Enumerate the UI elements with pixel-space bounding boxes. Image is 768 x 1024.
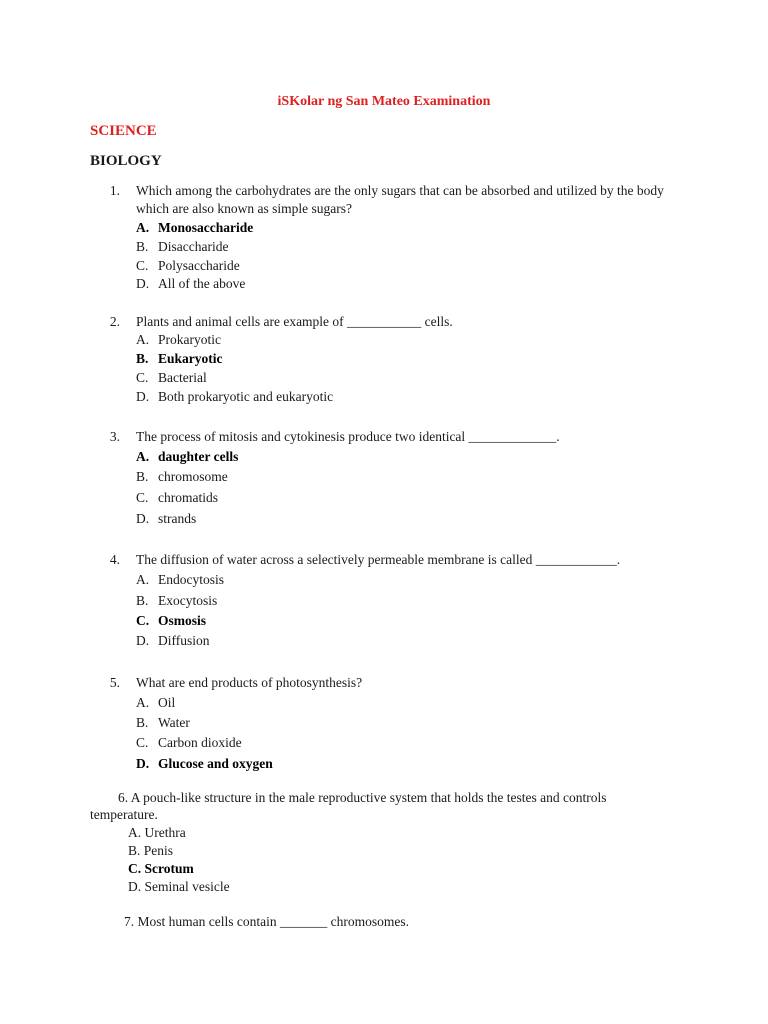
question-text-line: Which among the carbohydrates are the only sugars that can be absorbed and utilized by the body bbox=[136, 183, 664, 198]
option-letter: A. bbox=[136, 572, 150, 587]
option-text: Osmosis bbox=[158, 613, 207, 628]
option-letter: C. bbox=[136, 490, 149, 505]
option-text: Glucose and oxygen bbox=[158, 756, 273, 771]
option-a: A. Urethra bbox=[128, 825, 186, 840]
option-letter: C. bbox=[136, 735, 149, 750]
option-letter: B. bbox=[136, 351, 149, 366]
question-text-line: 6. A pouch-like structure in the male reproductive system that holds the testes and controls bbox=[118, 790, 607, 805]
question-text-line: Plants and animal cells are example of ___________ cells. bbox=[136, 314, 453, 329]
subsection-heading: BIOLOGY bbox=[90, 153, 162, 169]
option-text: Water bbox=[158, 715, 190, 730]
question-number: 3. bbox=[109, 429, 120, 444]
option-letter: B. bbox=[136, 239, 149, 254]
option-letter: A. bbox=[136, 695, 150, 710]
option-text: Diffusion bbox=[158, 633, 210, 648]
option-text: Polysaccharide bbox=[158, 258, 240, 273]
option-letter: B. bbox=[136, 715, 149, 730]
option-text: daughter cells bbox=[158, 449, 239, 464]
question-number: 2. bbox=[109, 314, 120, 329]
option-text: Monosaccharide bbox=[158, 220, 254, 235]
question-number: 5. bbox=[109, 675, 120, 690]
option-c: C. Scrotum bbox=[128, 861, 194, 876]
option-text: Bacterial bbox=[158, 370, 207, 385]
option-letter: A. bbox=[136, 449, 150, 464]
option-letter: B. bbox=[136, 593, 149, 608]
option-letter: C. bbox=[136, 370, 149, 385]
option-letter: D. bbox=[136, 511, 150, 526]
option-text: chromatids bbox=[158, 490, 218, 505]
option-text: Eukaryotic bbox=[158, 351, 223, 366]
option-text: strands bbox=[158, 511, 197, 526]
exam-title: iSKolar ng San Mateo Examination bbox=[277, 94, 491, 109]
option-letter: C. bbox=[136, 613, 150, 628]
option-letter: A. bbox=[136, 332, 150, 347]
option-letter: D. bbox=[136, 389, 150, 404]
option-letter: D. bbox=[136, 756, 150, 771]
question-text-line: temperature. bbox=[90, 807, 158, 822]
question-number: 1. bbox=[109, 183, 120, 198]
option-letter: D. bbox=[136, 276, 150, 291]
option-b: B. Penis bbox=[128, 843, 174, 858]
question-text-line: What are end products of photosynthesis? bbox=[136, 675, 363, 690]
option-text: All of the above bbox=[158, 276, 246, 291]
option-letter: D. bbox=[136, 633, 150, 648]
question-text-line: The diffusion of water across a selectively permeable membrane is called ____________. bbox=[136, 552, 621, 567]
section-heading: SCIENCE bbox=[90, 123, 157, 139]
option-text: Prokaryotic bbox=[158, 332, 221, 347]
option-text: Disaccharide bbox=[158, 239, 229, 254]
option-text: Oil bbox=[158, 695, 176, 710]
question-text-line: 7. Most human cells contain _______ chromosomes. bbox=[124, 914, 409, 929]
option-text: chromosome bbox=[158, 469, 228, 484]
option-text: Both prokaryotic and eukaryotic bbox=[158, 389, 334, 404]
option-letter: C. bbox=[136, 258, 149, 273]
question-number: 4. bbox=[109, 552, 120, 567]
option-text: Endocytosis bbox=[158, 572, 224, 587]
question-text-line: The process of mitosis and cytokinesis produce two identical _____________. bbox=[136, 429, 560, 444]
option-d: D. Seminal vesicle bbox=[128, 879, 230, 894]
option-text: Exocytosis bbox=[158, 593, 218, 608]
option-text: Carbon dioxide bbox=[158, 735, 242, 750]
option-letter: A. bbox=[136, 220, 150, 235]
option-letter: B. bbox=[136, 469, 149, 484]
question-text-line: which are also known as simple sugars? bbox=[136, 201, 352, 216]
